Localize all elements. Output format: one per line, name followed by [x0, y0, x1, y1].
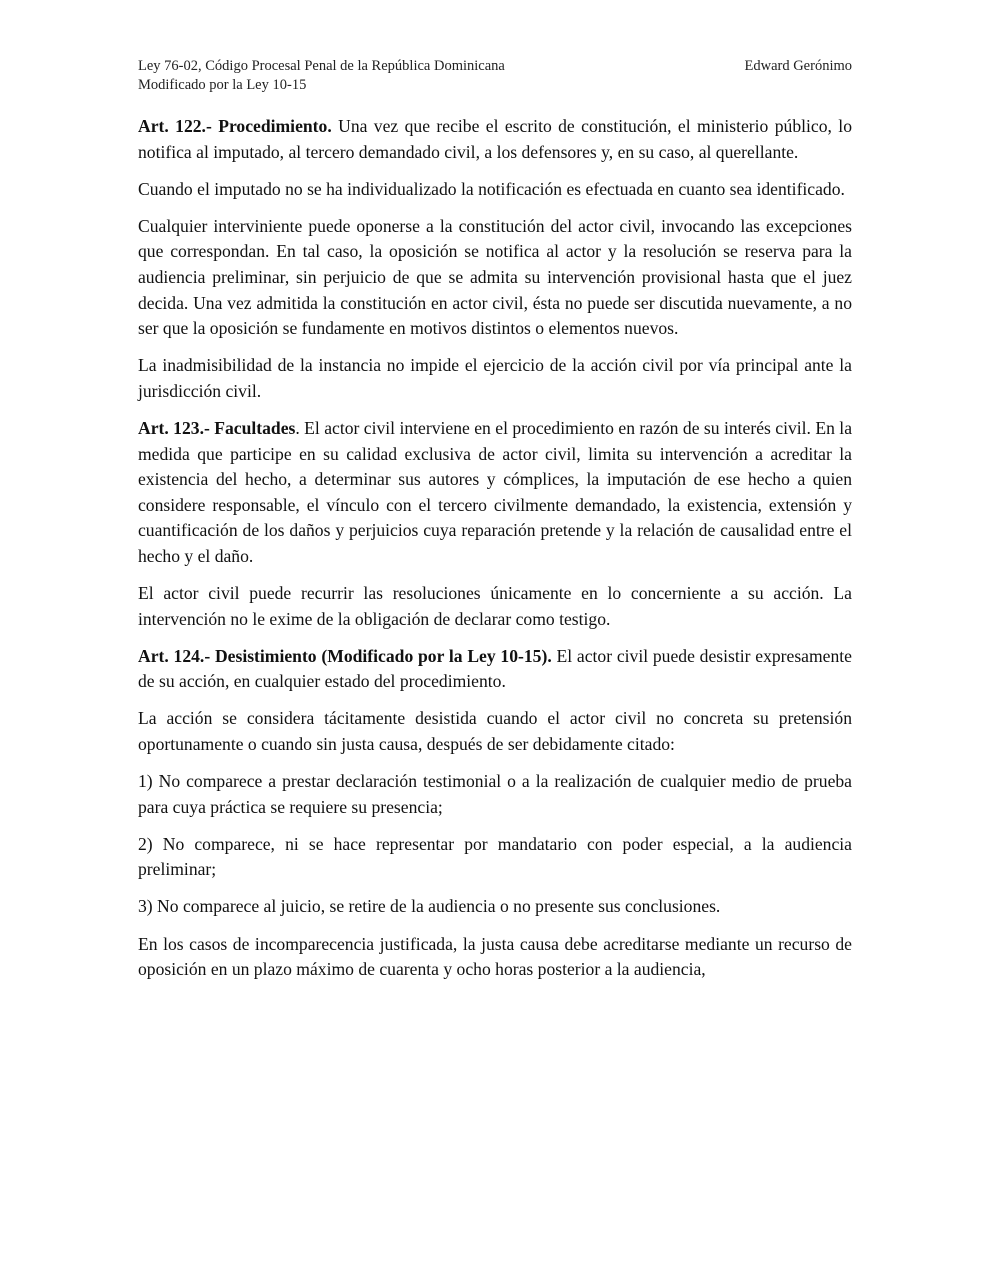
paragraph [138, 932, 852, 983]
paragraph-text: 1) No comparece a prestar declaración testimonial o a la realización de cualquier medio de prueba para cuya práctica se requiere su presencia; [138, 771, 852, 817]
paragraph-text: . El actor civil interviene en el procedimiento en razón de su interés civil. En la medida que participe en su calidad exclusiva de actor civil, limita su intervención a acreditar la existencia del hecho, a determinar sus autores y cómplices, la imputación de ese hecho a quien considere responsable, el vínculo con el tercero civilmente demandado, la existencia, extensión y cuantificación de los daños y perjuicios cuya reparación pretende y la relación de causalidad entre el hecho y el daño. [138, 417, 853, 566]
paragraph-text: El actor civil puede recurrir las resoluciones únicamente en lo concerniente a su acción. La intervención no le exime de la obligación de declarar como testigo. [138, 583, 852, 629]
paragraph [138, 581, 852, 632]
list-item [138, 832, 852, 883]
paragraph-text: Cualquier interviniente puede oponerse a la constitución del actor civil, invocando las excepciones que correspondan. En tal caso, la oposición se notifica al actor y la resolución se reserva para la audiencia preliminar, sin perjuicio de que se admita su intervención provisional hasta que el juez decida. Una vez admitida la constitución en actor civil, ésta no puede ser discutida nuevamente, a no ser que la oposición se fundamente en motivos distintos o elementos nuevos. [138, 215, 852, 339]
paragraph-text: Cuando el imputado no se ha individualizado la notificación es efectuada en cuanto sea identificado. [138, 178, 845, 199]
header-row [138, 57, 852, 76]
paragraph [138, 114, 852, 165]
paragraph [138, 706, 852, 757]
paragraph [138, 644, 852, 695]
article-heading: Art. 123.- Facultades [138, 417, 296, 438]
article-heading: Art. 124.- Desistimiento (Modificado por la Ley 10-15). [138, 645, 552, 666]
list-item [138, 769, 852, 820]
article-heading: Art. 122.- Procedimiento. [138, 116, 332, 136]
header-author: Edward Gerónimo [744, 58, 852, 74]
paragraph [138, 214, 852, 342]
document-body [138, 114, 852, 994]
paragraph-text: En los casos de incomparecencia justificada, la justa causa debe acreditarse mediante un recurso de oposición en un plazo máximo de cuarenta y ocho horas posterior a la audiencia, [138, 933, 852, 980]
paragraph-text: La acción se considera tácitamente desistida cuando el actor civil no concreta su pretensión oportunamente o cuando sin justa causa, después de ser debidamente citado: [138, 708, 852, 754]
paragraph-text: El actor civil puede desistir expresamente de su acción, en cualquier estado del procedimiento. [138, 645, 852, 692]
page-header [138, 57, 852, 95]
paragraph [138, 416, 852, 570]
paragraph-text: 2) No comparece, ni se hace representar por mandatario con poder especial, a la audiencia preliminar; [138, 833, 852, 880]
paragraph-text: La inadmisibilidad de la instancia no impide el ejercicio de la acción civil por vía principal ante la jurisdicción civil. [138, 355, 852, 401]
header-subtitle: Modificado por la Ley 10-15 [138, 77, 307, 93]
paragraph [138, 353, 852, 404]
list-item [138, 894, 852, 920]
paragraph [138, 177, 852, 203]
paragraph-text: 3) No comparece al juicio, se retire de la audiencia o no presente sus conclusiones. [138, 896, 721, 917]
paragraph-text: Una vez que recibe el escrito de constitución, el ministerio público, lo notifica al imputado, al tercero demandado civil, a los defensores y, en su caso, al querellante. [138, 116, 852, 162]
header-title: Ley 76-02, Código Procesal Penal de la República Dominicana [138, 58, 505, 74]
